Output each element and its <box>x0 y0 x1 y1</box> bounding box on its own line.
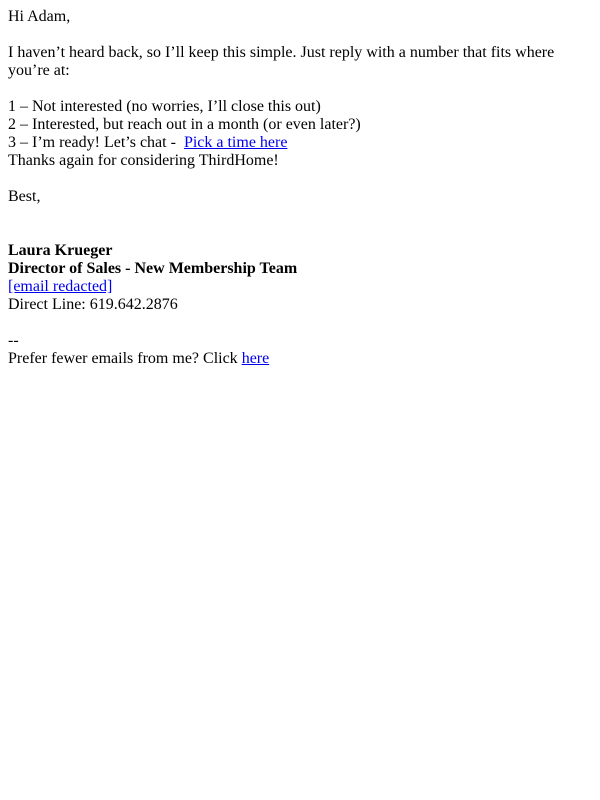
option-3-text: 3 – I’m ready! Let’s chat - <box>8 134 184 151</box>
email-body <box>8 8 588 368</box>
spacer <box>8 206 588 242</box>
option-1: 1 – Not interested (no worries, I’ll close this out) <box>8 98 321 115</box>
fewer-emails-link[interactable]: here <box>241 350 270 367</box>
spacer <box>8 170 588 188</box>
footer-separator: -- <box>8 332 19 349</box>
spacer <box>8 80 588 98</box>
option-2: 2 – Interested, but reach out in a month (or even later?) <box>8 116 361 133</box>
signoff: Best, <box>8 188 41 205</box>
intro-paragraph: I haven’t heard back, so I’ll keep this simple. Just reply with a number that fits where you’re at: <box>8 44 555 79</box>
option-3 <box>8 134 588 152</box>
footer-unsubscribe <box>8 350 588 368</box>
spacer <box>8 314 588 332</box>
signature-name: Laura Krueger <box>8 242 113 259</box>
spacer <box>8 26 588 44</box>
signature-direct-line: Direct Line: 619.642.2876 <box>8 296 178 313</box>
footer-prefix: Prefer fewer emails from me? Click <box>8 350 242 367</box>
thanks-line: Thanks again for considering ThirdHome! <box>8 152 279 169</box>
signature-title: Director of Sales - New Membership Team <box>8 260 298 277</box>
signature-email-link[interactable]: [email redacted] <box>8 278 113 295</box>
greeting: Hi Adam, <box>8 8 71 25</box>
pick-a-time-link[interactable]: Pick a time here <box>183 134 288 151</box>
